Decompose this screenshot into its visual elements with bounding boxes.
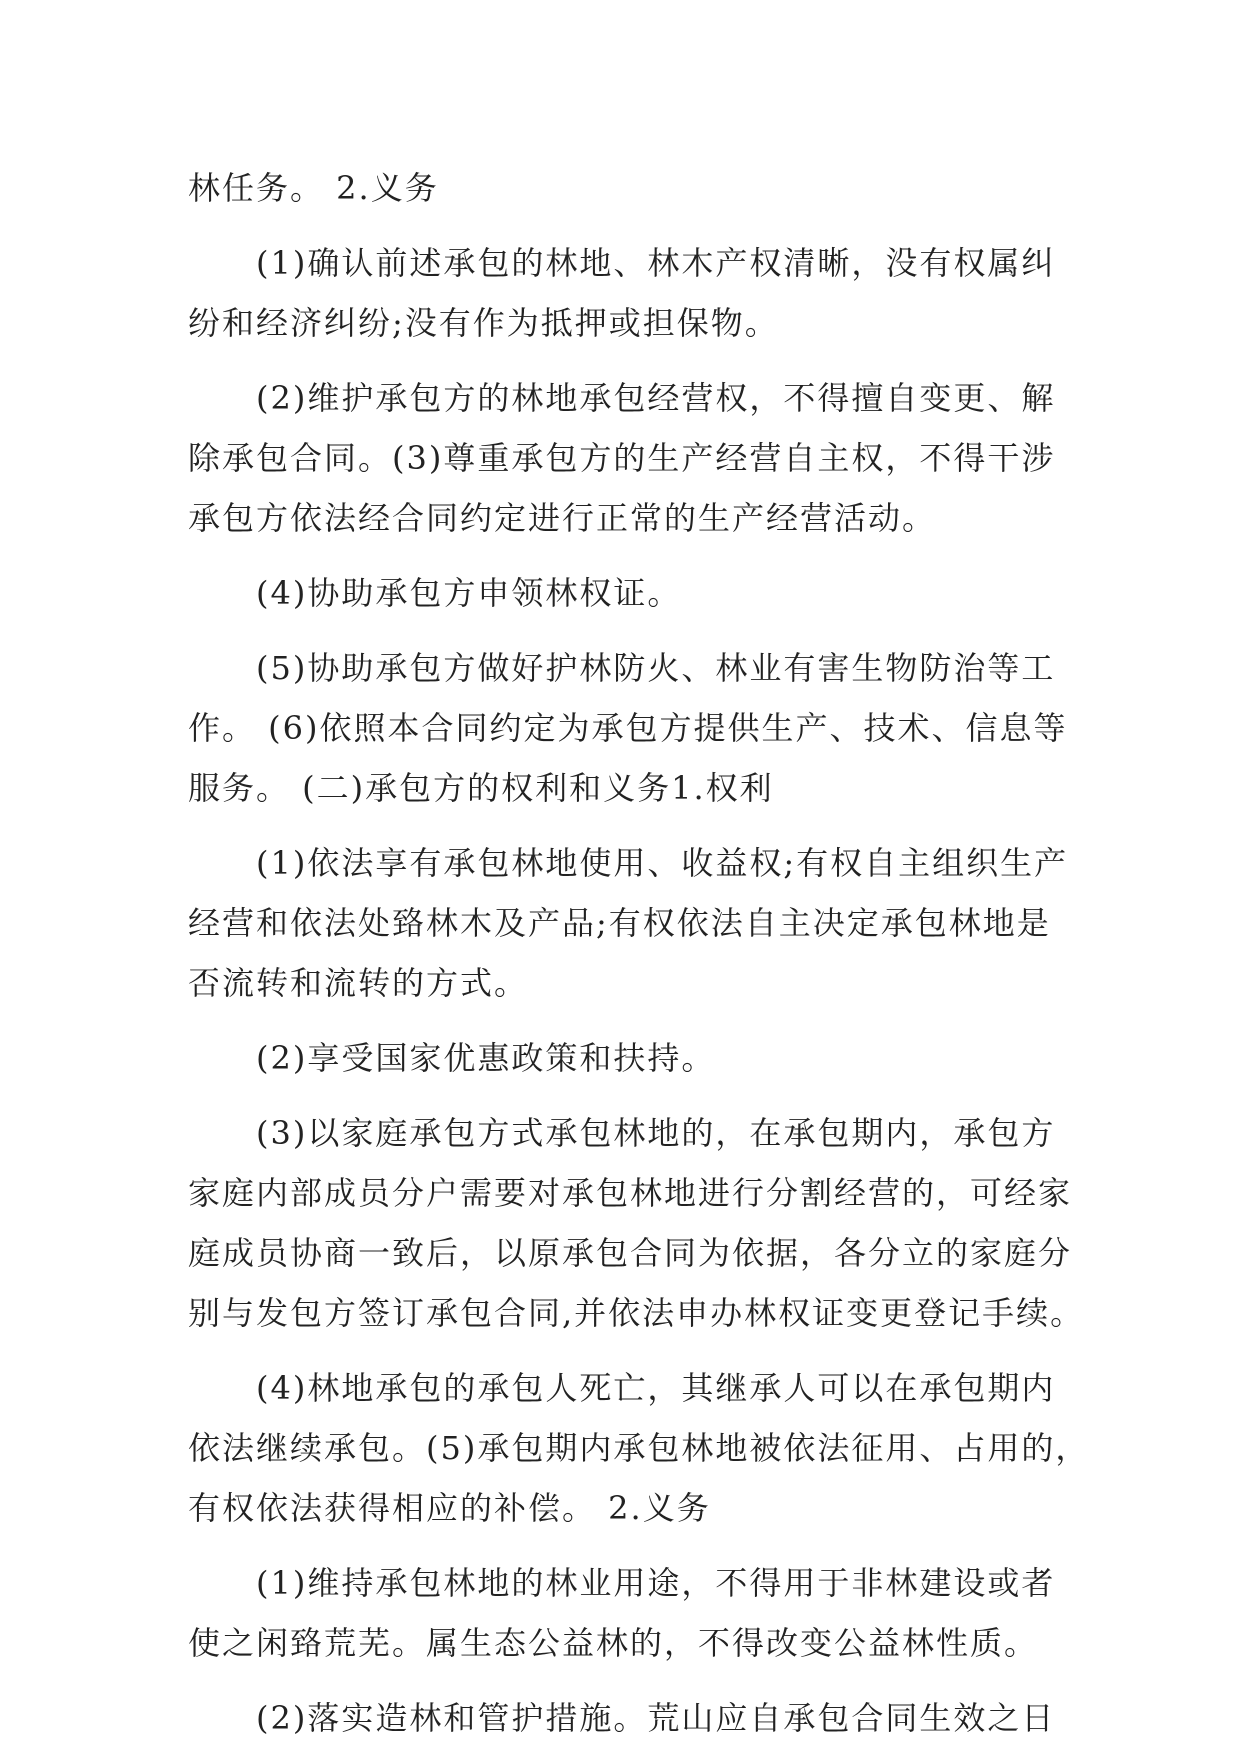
text-line: 依法继续承包。(5)承包期内承包林地被依法征用、占用的，	[188, 1429, 1090, 1467]
text-line: 承包方依法经合同约定进行正常的生产经营活动。	[188, 499, 937, 537]
text-line: 服务。 (二)承包方的权利和义务1.权利	[188, 769, 774, 807]
text-line: (3)以家庭承包方式承包林地的，在承包期内，承包方	[256, 1114, 1056, 1152]
text-line: 庭成员协商一致后，以原承包合同为依据，各分立的家庭分	[188, 1234, 1073, 1272]
text-line: (2)落实造林和管护措施。荒山应自承包合同生效之日	[256, 1699, 1056, 1737]
text-line: (2)享受国家优惠政策和扶持。	[256, 1039, 716, 1077]
text-line: (4)协助承包方申领林权证。	[256, 574, 682, 612]
text-line: (1)确认前述承包的林地、林木产权清晰，没有权属纠	[256, 244, 1056, 282]
text-line: 除承包合同。(3)尊重承包方的生产经营自主权，不得干涉	[188, 439, 1056, 477]
text-line: 有权依法获得相应的补偿。 2.义务	[188, 1489, 711, 1527]
text-line: 林任务。 2.义务	[188, 169, 439, 207]
text-line: (4)林地承包的承包人死亡，其继承人可以在承包期内	[256, 1369, 1056, 1407]
text-line: 经营和依法处臵林木及产品;有权依法自主决定承包林地是	[188, 904, 1051, 942]
text-line: 使之闲臵荒芜。属生态公益林的，不得改变公益林性质。	[188, 1624, 1039, 1662]
text-line: (1)维持承包林地的林业用途，不得用于非林建设或者	[256, 1564, 1056, 1602]
text-line: 作。 (6)依照本合同约定为承包方提供生产、技术、信息等	[188, 709, 1068, 747]
text-line: 别与发包方签订承包合同,并依法申办林权证变更登记手续。	[188, 1294, 1085, 1332]
text-line: 家庭内部成员分户需要对承包林地进行分割经营的，可经家	[188, 1174, 1073, 1212]
text-line: (1)依法享有承包林地使用、收益权;有权自主组织生产	[256, 844, 1069, 882]
text-line: 纷和经济纠纷;没有作为抵押或担保物。	[188, 304, 779, 342]
document-body	[188, 158, 1090, 1748]
text-line: (5)协助承包方做好护林防火、林业有害生物防治等工	[256, 649, 1056, 687]
text-line: 否流转和流转的方式。	[188, 964, 529, 1002]
text-line: (2)维护承包方的林地承包经营权，不得擅自变更、解	[256, 379, 1056, 417]
